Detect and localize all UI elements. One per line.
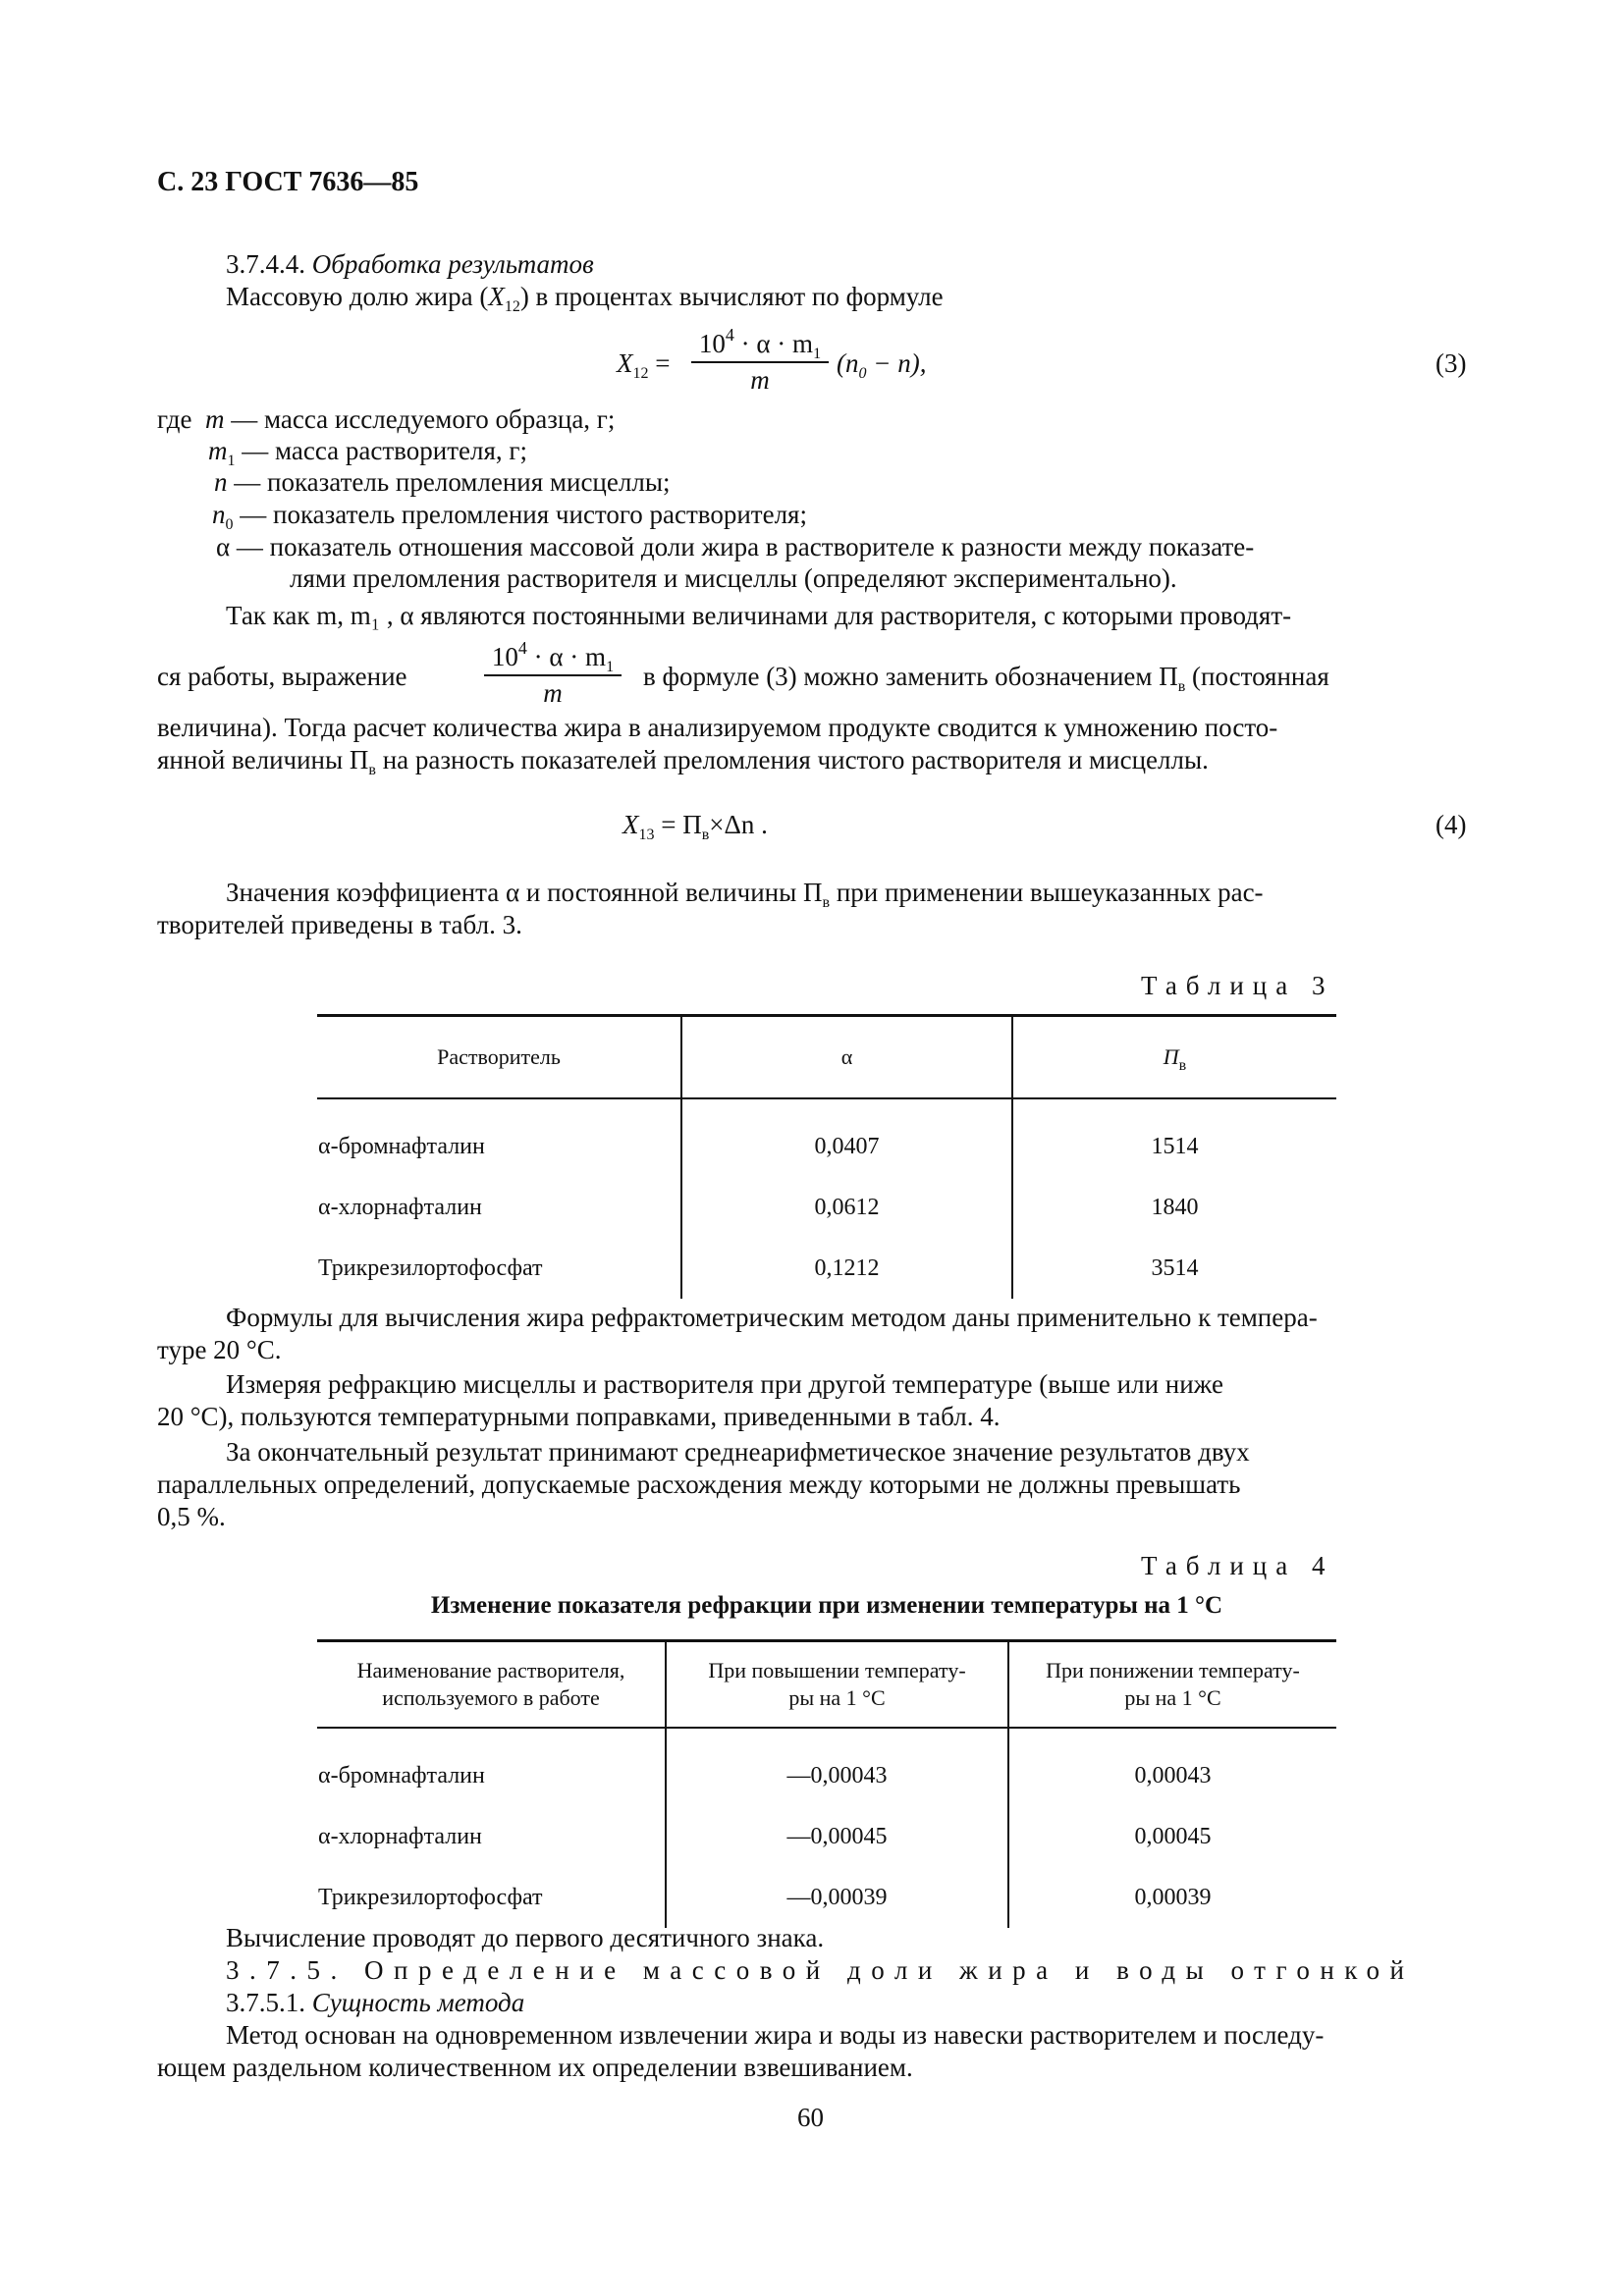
section-3744-heading bbox=[226, 247, 594, 281]
formula-3-number: (3) bbox=[1435, 348, 1467, 378]
table-3 bbox=[317, 1014, 1336, 1299]
formula-3-lhs: $X_{12}$ = bbox=[617, 348, 671, 382]
section-number: 3.7.4.4. bbox=[226, 249, 305, 279]
table-4-title: Изменение показателя рефракции при изменении температуры на 1 °C bbox=[430, 1592, 1223, 1619]
table-header: α bbox=[681, 1016, 1012, 1099]
table-row: α-хлорнафталин 0,0612 1840 bbox=[317, 1177, 1336, 1238]
paragraph-line: Значения коэффициента α и постоянной величины $П_в$ при применении вышеуказанных рас- bbox=[226, 878, 1264, 911]
table-4 bbox=[317, 1639, 1336, 1928]
section-title: Обработка результатов bbox=[311, 249, 594, 279]
paragraph-line: Формулы для вычисления жира рефрактометрическим методом даны применительно к темпера- bbox=[226, 1303, 1318, 1332]
paragraph-line: За окончательный результат принимают среднеарифметическое значение результатов двух bbox=[226, 1437, 1250, 1467]
paragraph-line: туре 20 °C. bbox=[157, 1335, 282, 1364]
definition-item: α — показатель отношения массовой доли жира в растворителе к разности между показате- bbox=[216, 532, 1255, 561]
definition-item: где m — масса исследуемого образца, г; bbox=[157, 404, 616, 434]
paragraph-line: параллельных определений, допускаемые расхождения между которыми не должны превышать bbox=[157, 1469, 1241, 1499]
paragraph-line: янной величины $П_в$ на разность показателей преломления чистого растворителя и мисцеллы. bbox=[157, 745, 1209, 778]
table-row: Трикрезилортофосфат —0,00039 0,00039 bbox=[317, 1867, 1336, 1928]
paragraph-line: ся работы, выражение bbox=[157, 662, 407, 691]
definition-continuation: лями преломления растворителя и мисцеллы (определяют экспериментально). bbox=[290, 563, 1177, 593]
section-3751-heading: 3.7.5.1. Сущность метода bbox=[226, 1988, 525, 2017]
formula-3-fraction: $10^4 \cdot \alpha \cdot m_1$ m bbox=[691, 329, 829, 396]
table-header: Растворитель bbox=[317, 1016, 681, 1099]
table-header: $П_в$ bbox=[1012, 1016, 1336, 1099]
formula-3-tail: $(n_0 - n)$, bbox=[837, 348, 927, 382]
paragraph-line: творителей приведены в табл. 3. bbox=[157, 910, 522, 939]
intro-line: Массовую долю жира $(X_{12})$ в процентах вычисляют по формуле bbox=[226, 282, 944, 315]
paragraph-line: 0,5 %. bbox=[157, 1502, 226, 1531]
paragraph-line: 20 °C), пользуются температурными поправками, приведенными в табл. 4. bbox=[157, 1402, 1001, 1431]
page-number: 60 bbox=[797, 2103, 824, 2132]
page-header: С. 23 ГОСТ 7636—85 bbox=[157, 167, 419, 197]
table-row: α-бромнафталин —0,00043 0,00043 bbox=[317, 1728, 1336, 1806]
paragraph-line: Измеряя рефракцию мисцеллы и растворителя при другой температуре (выше или ниже bbox=[226, 1369, 1223, 1399]
paragraph-line: Так как m, m₁ , α являются постоянными величинами для растворителя, с которыми проводят- bbox=[226, 601, 1292, 630]
table-header: При повышении температу- ры на 1 °C bbox=[666, 1641, 1008, 1729]
table-header: При понижении температу- ры на 1 °C bbox=[1008, 1641, 1336, 1729]
paragraph-line: ющем раздельном количественном их определении взвешиванием. bbox=[157, 2053, 913, 2082]
table-row: Трикрезилортофосфат 0,1212 3514 bbox=[317, 1238, 1336, 1299]
inline-fraction: $10^4 \cdot \alpha \cdot m_1$ m bbox=[484, 642, 622, 709]
table-header: Наименование растворителя, используемого в работе bbox=[317, 1641, 666, 1729]
definition-item: $m_1$ — масса растворителя, г; bbox=[208, 436, 527, 469]
table-row: α-хлорнафталин —0,00045 0,00045 bbox=[317, 1806, 1336, 1867]
section-375-heading: 3.7.5. Определение массовой доли жира и воды отгонкой bbox=[226, 1955, 1415, 1985]
table-row: α-бромнафталин 0,0407 1514 bbox=[317, 1098, 1336, 1177]
table-4-caption: Таблица 4 bbox=[1141, 1551, 1334, 1580]
formula-4: $X_{13} = П_в\times\Delta n$ . bbox=[623, 810, 768, 843]
paragraph-line: в формуле (3) можно заменить обозначением $П_в$ (постоянная bbox=[643, 662, 1329, 695]
paragraph-line: Вычисление проводят до первого десятичного знака. bbox=[226, 1923, 825, 1952]
definition-item: $n_0$ — показатель преломления чистого растворителя; bbox=[212, 500, 807, 533]
definition-item: n — показатель преломления мисцеллы; bbox=[214, 467, 671, 497]
paragraph-line: Метод основан на одновременном извлечении жира и воды из навески растворителем и последу- bbox=[226, 2020, 1325, 2050]
formula-4-number: (4) bbox=[1435, 810, 1467, 839]
table-3-caption: Таблица 3 bbox=[1141, 971, 1334, 1000]
paragraph-line: величина). Тогда расчет количества жира в анализируемом продукте сводится к умножению посто- bbox=[157, 713, 1278, 742]
